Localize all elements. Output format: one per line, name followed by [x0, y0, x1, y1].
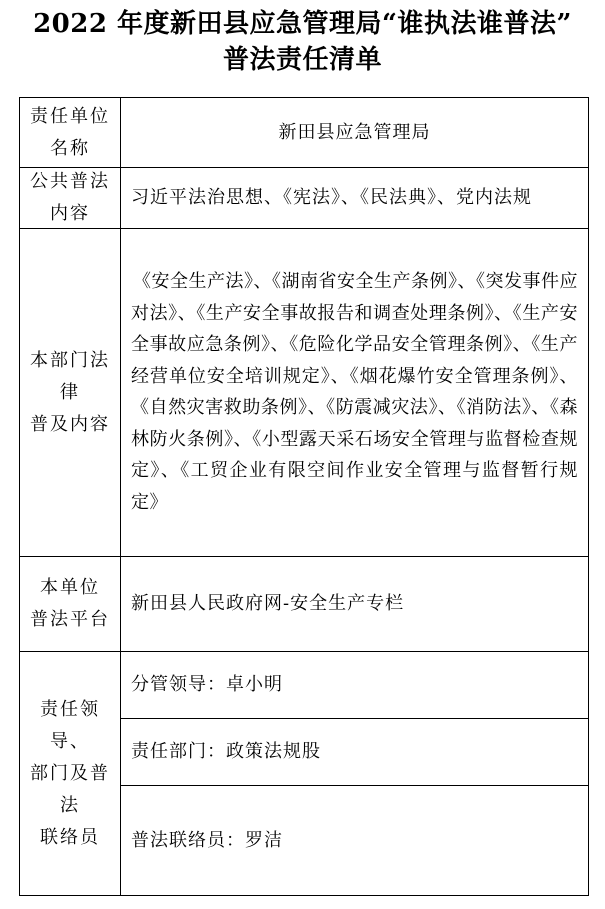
public-content-label-line: 内容 — [50, 203, 90, 224]
platform-label-line: 普法平台 — [30, 609, 110, 630]
liaison-value: 普法联络员：罗洁 — [131, 829, 283, 851]
platform-label-line: 本单位 — [40, 577, 100, 598]
table-border-bottom — [19, 895, 589, 896]
unit-label-line: 名称 — [50, 137, 90, 159]
contacts-label-line: 责任领 — [40, 698, 100, 720]
table-border-right — [588, 97, 589, 896]
responsible-dept-value: 责任部门：政策法规股 — [131, 741, 321, 762]
unit-label — [20, 98, 120, 167]
department-law-label-line: 律 — [60, 381, 80, 403]
department-law-list: 《安全生产法》、《湖南省安全生产条例》、《突发事件应对法》、《生产安全事故报告和调查处理条例》、《生产安全事故应急条例》、《危险化学品安全管理条例》、《生产经营单位安全培训规定》、《烟花爆竹安全管理条例》、《自然灾害救助条例》、《防震减灾法》、《消防法》、《森林防火条例》、《小型露天采石场安全管理与监督检查规定》、《工贸企业有限空间作业安全管理与监督暂行规定》 — [131, 271, 578, 513]
public-content-label — [20, 168, 120, 228]
document-title-line1: 2022 年度新田县应急管理局“谁执法谁普法” — [33, 9, 572, 39]
unit-value: 新田县应急管理局 — [278, 121, 431, 143]
document-title-line2: 普法责任清单 — [222, 45, 382, 75]
unit-label-line: 责任单位 — [30, 105, 110, 127]
department-law-label-line: 普及内容 — [30, 413, 110, 435]
public-content-label-line: 公共普法 — [30, 171, 110, 192]
contacts-label-line: 联络员 — [40, 826, 100, 848]
leader-value: 分管领导：卓小明 — [131, 674, 283, 695]
contacts-label-line: 部门及普 — [30, 762, 110, 784]
platform-value: 新田县人民政府网-安全生产专栏 — [131, 593, 405, 614]
platform-label — [20, 557, 120, 651]
contacts-label-line: 导、 — [50, 730, 90, 752]
department-law-label-line: 本部门法 — [30, 349, 110, 371]
department-law-label — [20, 229, 120, 556]
public-content-value: 习近平法治思想、《宪法》、《民法典》、党内法规 — [131, 187, 532, 208]
contacts-label — [20, 652, 120, 895]
contacts-label-line: 法 — [60, 794, 80, 816]
